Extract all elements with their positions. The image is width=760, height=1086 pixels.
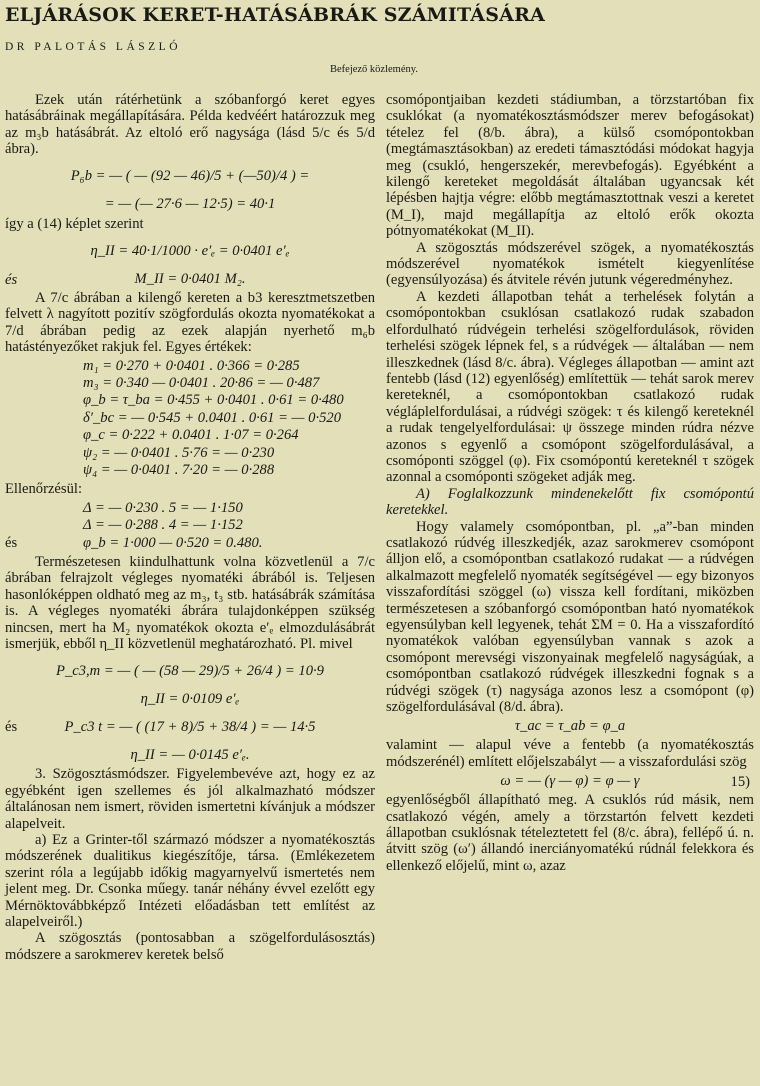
formula: η_II = 40·1/1000 · e′ₑ = 0·0401 e′ₑ [90,242,290,259]
equation: m₃ = 0·340 — 0·0401 . 20·86 = — 0·487 [83,375,320,392]
equation: φ_b = 1·000 — 0·520 = 0.480. [83,534,263,551]
formula: P_c3 t = — ( (17 + 8)/5 + 38/4 ) = — 14·5 [64,719,316,736]
formula: η_II = 0·0109 e′ₑ [140,691,240,708]
formula: η_II = — 0·0145 e′ₑ. [130,747,250,764]
equation: Δ = — 0·288 . 4 = — 1·152 [83,517,243,534]
paragraph: Hogy valamely csomópontban, pl. „a”-ban minden csatlakozó rúdvég illeszkedjék, azaz sarokmerev csomópont álljon elő, a csomópontban csatlakozó rudakat — a rúdvégen alkalmazott megfelelő nyomaték segítségével — egy bizonyos visszafordítási szöggel (ω) vissza kell fordítani, miközben természetesen a szóbanforgó csomópontban ható nyomatékok egyensúlyban kell legyenek, tehát ΣM = 0. Ha a visszafordító nyomatékok valóban egyensúlyban vannak s azok a csomópont merevségi viszonyainak megfelelő nagyságúak, a csomópontban csatlakozó rúdvégek illeszkedni fognak s a rúdvégi szögek (τ) nagysága azonos lesz a csomópont (φ) szögelfordulásával (8/d. ábra). [386,518,754,716]
check-list [5,500,375,552]
equation: ψ₂ = — 0·0401 . 5·76 = — 0·230 [83,444,275,461]
page-title: ELJÁRÁSOK KERET-HATÁSÁBRÁK SZÁMITÁSÁRA [5,4,546,26]
check-label: Ellenőrzésül: [5,481,82,498]
equation: m₁ = 0·270 + 0·0401 . 0·366 = 0·285 [83,357,300,374]
equation-list [5,358,375,480]
formula: M_II = 0·0401 M₂. [134,270,246,287]
continuation-note: Befejező közlemény. [330,64,418,75]
equation: ψ₄ = — 0·0401 . 7·20 = — 0·288 [83,462,275,478]
formula: P₆b = — ( — (92 — 46)/5 + (—50)/4 ) = [70,168,310,185]
equation: Δ = — 0·230 . 5 = — 1·150 [83,499,243,516]
formula-prefix: és [5,719,18,736]
paragraph: A 7/c ábrában a kilengő kereten a b3 keresztmetszetben felvett λ nagyított pozitív szögfordulás okozta nyomatékokat a 7/d ábrában pedig az ezek alapján nyerhető m₆b hatástényezőket rakjuk fel. Egyes értékek: [5,290,375,356]
formula: = — (— 27·6 — 12·5) = 40·1 [104,196,276,213]
left-column [5,92,375,963]
paragraph: 3. Szögosztásmódszer. Figyelembevéve azt, hogy ez az egyébként igen szellemes és jól alkalmazható módszer általánosan nem ismert, röviden ismertetni kívánjuk a módszer alapelveit. [5,766,375,832]
equation: δ′_bc = — 0·545 + 0.0401 . 0·61 = — 0·520 [83,409,342,426]
formula: ω = — (γ — φ) = φ — γ [500,773,640,790]
paragraph: valamint — alapul véve a fentebb (a nyomatékosztás módszerénél) említett előjelszabályt — a visszafordulási szög [386,737,754,770]
paragraph: Ezek után rátérhetünk a szóbanforgó keret egyes hatásábráinak megállapítására. Példa kedvéért határozzuk meg az m₃b hatásábrát. Az eltoló erő nagysága (lásd 5/c és 5/d ábra). [5,92,375,158]
equation: φ_c = 0·222 + 0.0401 . 1·07 = 0·264 [83,427,299,444]
formula-prefix: és [5,534,18,551]
paragraph: így a (14) képlet szerint [5,215,144,232]
formula: P_c3,m = — ( — (58 — 29)/5 + 26/4 ) = 10·9 [56,663,324,680]
paragraph: A szögosztás (pontosabban a szögelfordulásosztás) módszere a sarokmerev keretek belső [5,930,375,963]
right-column [386,92,754,874]
paragraph: a) Ez a Grinter-től származó módszer a nyomatékosztás módszerének dualitikus kiegészítője, társa. (Emlékezetem szerint róla a legújabb időkig magyarnyelvű ismertetés nem jelent meg. Dr. Csonka műegy. tanár néhány évvel ezelőtt egy Mérnöktovábbképző Intézeti előadásban tett említést az alapelveiről.) [5,832,375,931]
paragraph: A szögosztás módszerével szögek, a nyomatékosztás módszerével nyomatékok ismételt kiegyenlítése (egyensúlyozása) és átvitele révén jutunk végeredményhez. [386,239,754,289]
author-line: DR PALOTÁS LÁSZLÓ [5,41,182,53]
paragraph: egyenlőségből állapítható meg. A csuklós rúd másik, nem csatlakozó végén, amely a törzstartón felvett kezdeti állapotban csuklósnak tételeztetett fel (8/c. ábra), fellépő ú. n. átvitt szög (ω′) állandó inerciányomatékú rúdnál felekkora és ellenkező előjelű, mint ω, azaz [386,792,754,874]
paragraph: Természetesen kiindulhattunk volna közvetlenül a 7/c ábrában felrajzolt végleges nyomatéki ábrából is. Teljesen hasonlóképpen oldható meg az m₃, t₃ stb. hatásábrák számítása is. A végleges nyomatéki ábrára tulajdonképpen szükség nincsen, mert ha M₂ nyomatékok okozta e′ₑ elmozdulásábrát ismerjük, ebből η_II közvetlenül meghatározható. Pl. mivel [5,553,375,652]
formula: τ_ac = τ_ab = φ_a [514,718,626,735]
formula-prefix: és [5,272,18,289]
paragraph: A kezdeti állapotban tehát a terhelések folytán a csomópontokban csuklósan csatlakozó rudak szabadon elfordulható rúdvégein terhelési szögelfordulások, röviden terhelési szögek lépnek fel, s a rúdvégek — általában — nem illeszkednek (lásd 8/c. ábra). Végleges állapotban — amint azt fentebb (lásd (12) egyenlőség) említettük — tehát sarok merev kereteknél, a csomópontokban csatlakozó rudak végláplelfordulásai, a rúdvégi szögek: τ és kilengő kereteknél a rudak tengelyelfordulásai: ψ összege minden rúdra nézve azonos s egyenlő a csomópont szögelfordulásával, a csomóponti szöggel (φ). Fix csomópontú kereteknél τ szögek azonnal a csomóponti szögeket adják meg. [386,288,754,486]
paragraph: csomópontjaiban kezdeti stádiumban, a törzstartóban fix csuklókat (a nyomatékosztásmódszer merev befogásokat) tételez fel (8/b. ábra), a külső csomópontokban (megtámasztásokban) az eredeti támasztódási módokat hagyja meg (csukló, hengerszekér, merevbefogás). Egyébként a kilengő kereteket megoldását általában ugyancsak két lépésben hajtja végre: előbb megtámasztottnak veszi a keretet (M_I), majd megállapítja az eltoló erők okozta pótnyomatékokat (M_II). [386,92,754,240]
section-heading: A) Foglalkozzunk mindenekelőtt fix csomópontú keretekkel. [386,485,754,519]
equation: φ_b = τ_ba = 0·455 + 0·0401 . 0·61 = 0·480 [83,392,344,409]
equation-number: 15) [730,774,750,791]
